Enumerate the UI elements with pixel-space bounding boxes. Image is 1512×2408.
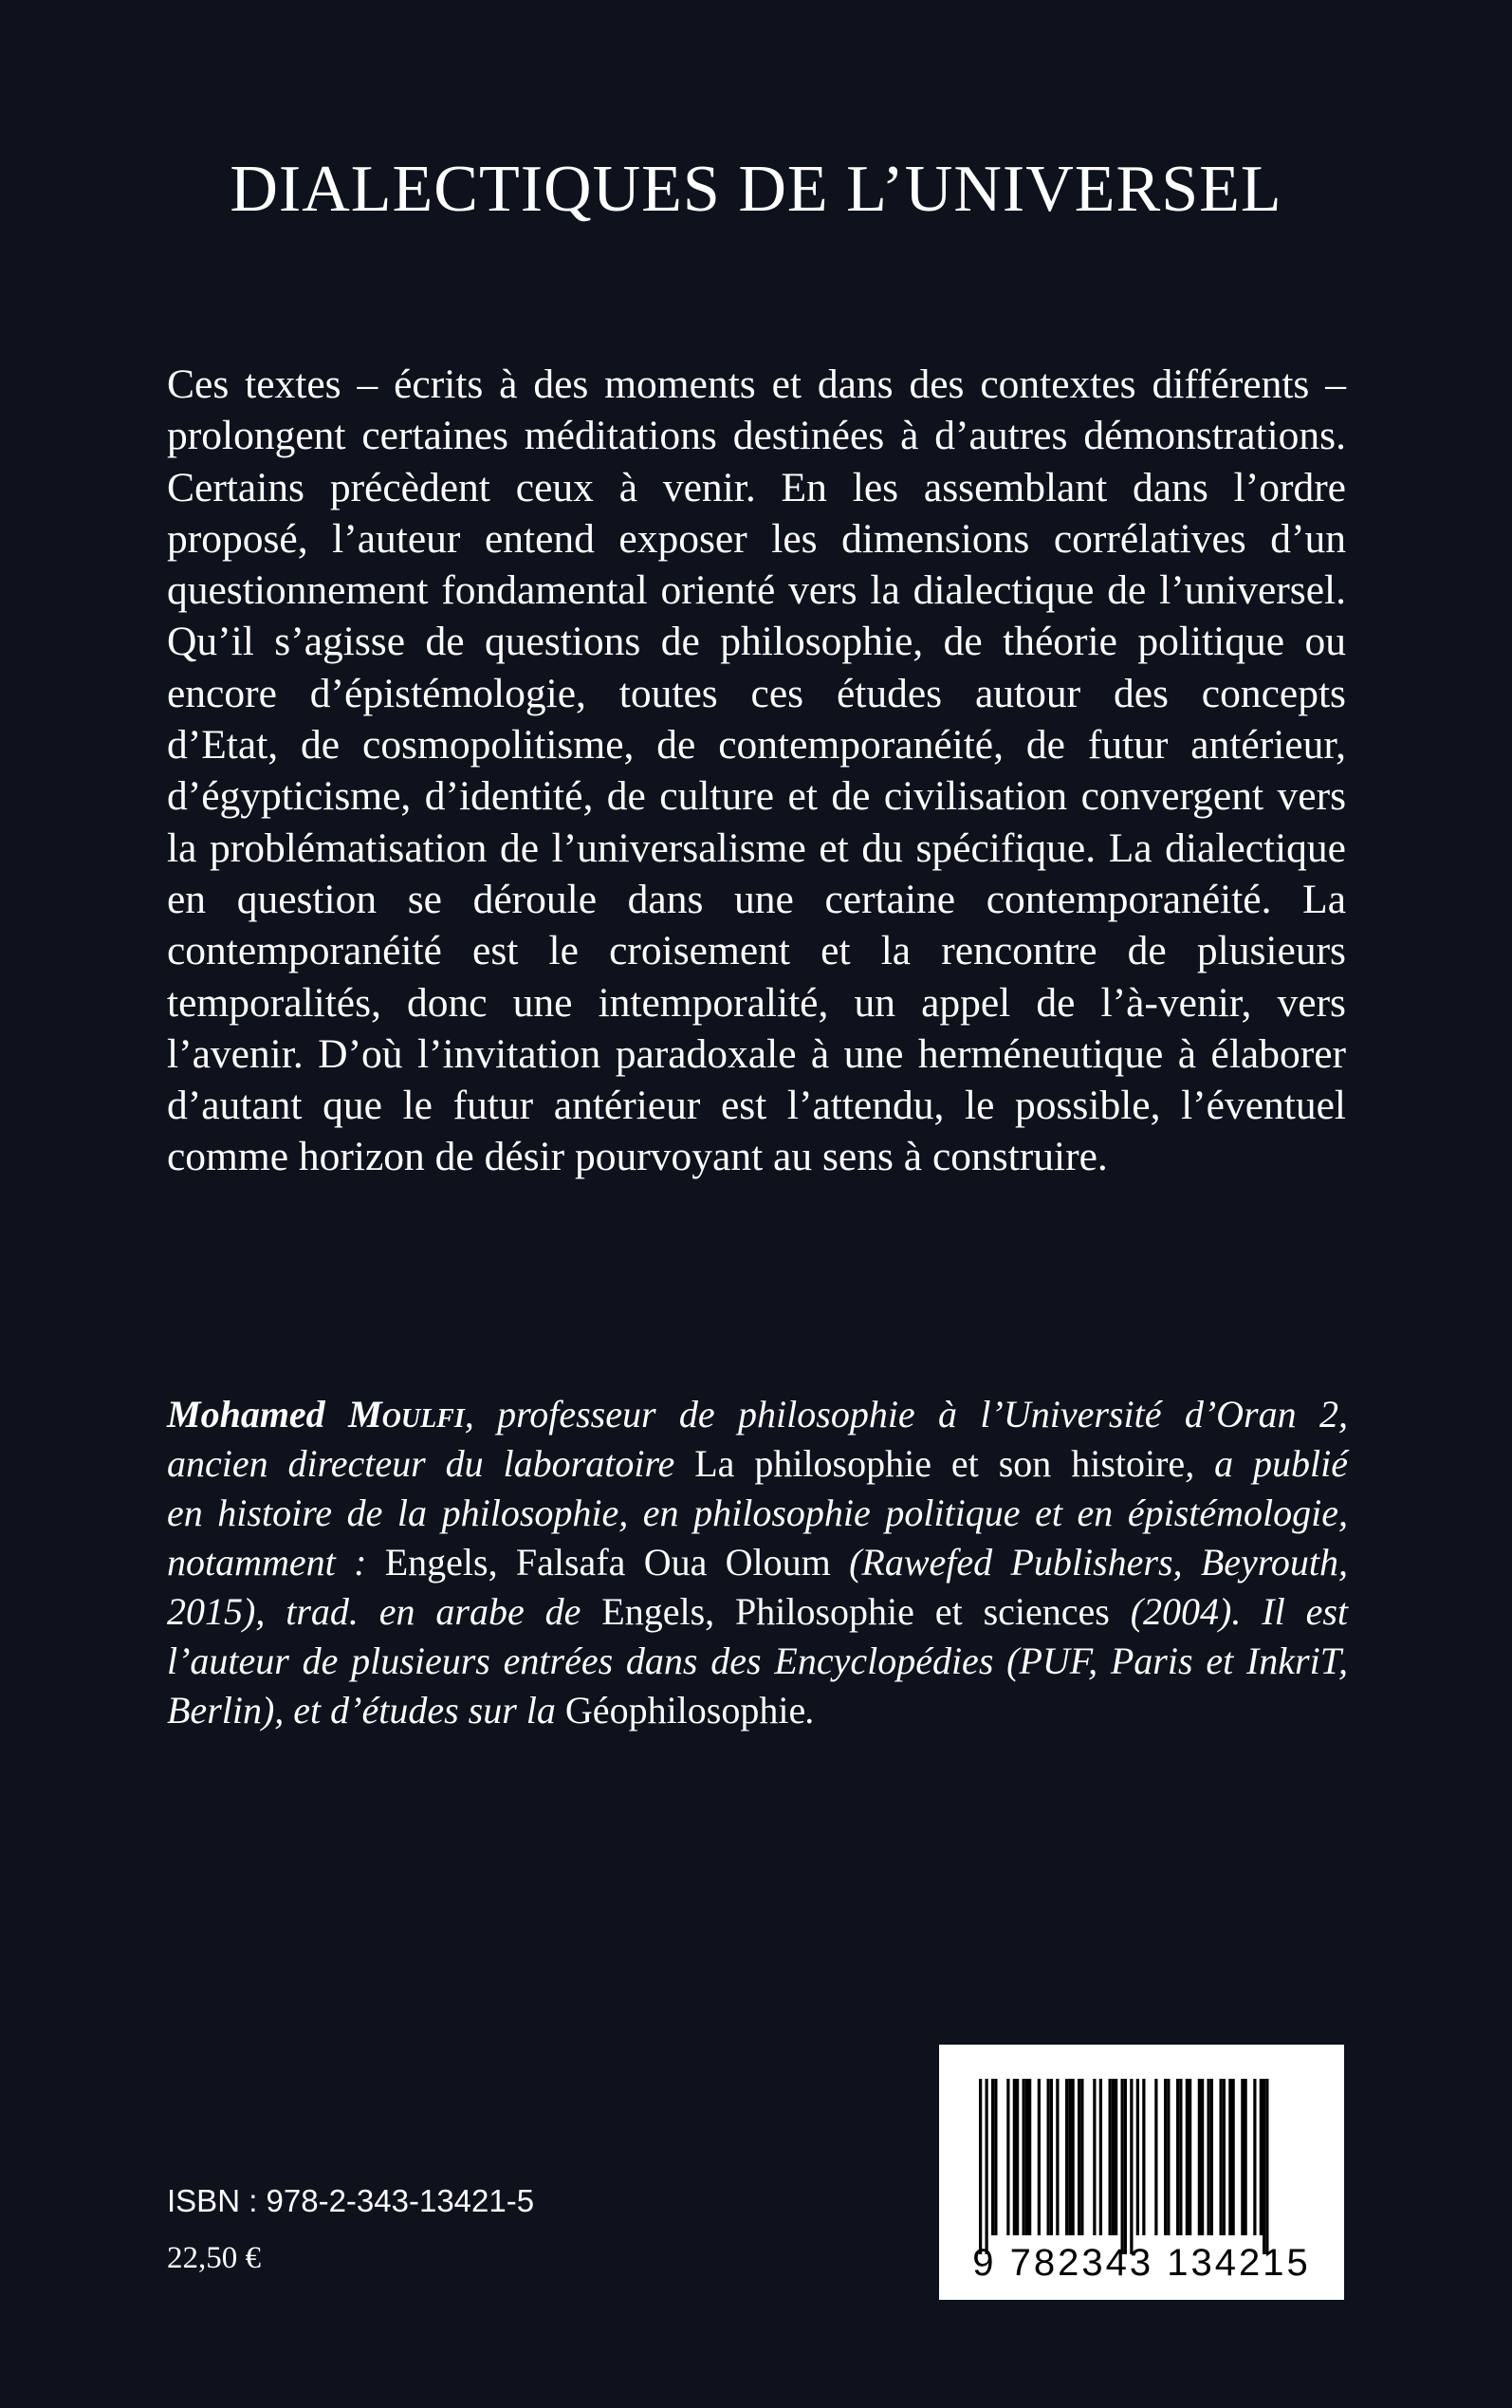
bio-text: . bbox=[805, 1689, 816, 1732]
bio-text: notamment : bbox=[167, 1541, 367, 1584]
barcode-bar bbox=[1245, 2079, 1247, 2235]
bio-text: , a publié bbox=[1185, 1442, 1349, 1485]
blurb-line: d’Etat, de cosmopolitisme, de contemporanéité, de futur antérieur, bbox=[167, 722, 1346, 769]
barcode-bar bbox=[1093, 2079, 1096, 2235]
blurb-line: encore d’épistémologie, toutes ces études autour des concepts bbox=[167, 670, 1346, 716]
barcode-bar bbox=[1164, 2079, 1167, 2235]
author-bio bbox=[167, 1390, 1348, 1735]
barcode-bar bbox=[1050, 2079, 1053, 2235]
barcode-bar bbox=[1023, 2079, 1025, 2235]
blurb-line: d’égypticisme, d’identité, de culture et de civilisation convergent vers bbox=[167, 773, 1346, 820]
bio-text: (2004). Il est bbox=[1130, 1590, 1348, 1633]
barcode-bar bbox=[1121, 2079, 1124, 2254]
bio-line bbox=[167, 1637, 1348, 1686]
barcode-bar bbox=[1068, 2079, 1071, 2235]
price-text: 22,50 € bbox=[167, 2241, 261, 2275]
barcode-bar bbox=[1047, 2079, 1050, 2235]
barcode-bar bbox=[1115, 2079, 1117, 2235]
bio-line bbox=[167, 1390, 1348, 1439]
barcode-bar bbox=[1038, 2079, 1041, 2235]
bio-line bbox=[167, 1439, 1348, 1489]
book-title: DIALECTIQUES DE L’UNIVERSEL bbox=[230, 153, 1282, 226]
bio-line bbox=[167, 1489, 1348, 1538]
barcode-bar bbox=[1025, 2079, 1028, 2235]
barcode-bar bbox=[1112, 2079, 1115, 2235]
bio-text: l’auteur de plusieurs entrées dans des Encyclopédies (PUF, Paris et InkriT, bbox=[167, 1639, 1348, 1682]
bio-line bbox=[167, 1587, 1348, 1637]
barcode-bar bbox=[1232, 2079, 1235, 2235]
blurb-line: en question se déroule dans une certaine contemporanéité. La bbox=[167, 876, 1346, 922]
barcode-bar bbox=[1210, 2079, 1213, 2235]
barcode-bar bbox=[1142, 2079, 1145, 2235]
blurb-line: temporalités, donc une intemporalité, un appel de l’à-venir, vers bbox=[167, 979, 1346, 1026]
barcode-bar bbox=[1179, 2079, 1182, 2235]
barcode bbox=[939, 2045, 1344, 2300]
barcode-bar bbox=[1006, 2079, 1009, 2235]
isbn-text: ISBN : 978-2-343-13421-5 bbox=[167, 2183, 535, 2218]
barcode-bar bbox=[991, 2079, 994, 2235]
barcode-bar bbox=[1176, 2079, 1179, 2235]
blurb-line: Ces textes – écrits à des moments et dans des contextes différents – bbox=[167, 361, 1346, 407]
barcode-bar bbox=[1078, 2079, 1080, 2235]
barcode-bar bbox=[1223, 2079, 1226, 2235]
barcode-bar bbox=[1208, 2079, 1210, 2235]
barcode-bar bbox=[1056, 2079, 1059, 2235]
blurb-line: Qu’il s’agisse de questions de philosophie, de théorie politique ou bbox=[167, 619, 1346, 665]
barcode-bar bbox=[1253, 2079, 1256, 2235]
blurb-line: comme horizon de désir pourvoyant au sens à construire. bbox=[167, 1134, 1108, 1180]
barcode-bar bbox=[1124, 2079, 1127, 2254]
barcode-bar bbox=[1263, 2079, 1265, 2254]
barcode-bar bbox=[1241, 2079, 1244, 2235]
blurb-text bbox=[167, 359, 1346, 1183]
barcode-bar bbox=[1186, 2079, 1189, 2235]
bio-work-title: Géophilosophie bbox=[564, 1689, 806, 1732]
bio-work-title: Engels, Falsafa Oua Oloum bbox=[384, 1541, 831, 1584]
barcode-digits: 9 782343 134215 bbox=[972, 2242, 1311, 2284]
bio-work-title: Engels, Philosophie et sciences bbox=[601, 1590, 1110, 1633]
barcode-bar bbox=[1013, 2079, 1016, 2235]
bio-text: 2015), trad. en arabe de bbox=[167, 1590, 581, 1633]
barcode-bar bbox=[1220, 2079, 1223, 2235]
barcode-bar bbox=[1265, 2079, 1268, 2254]
barcode-bar bbox=[1065, 2079, 1068, 2235]
bio-text: en histoire de la philosophie, en philosophie politique et en épistémologie, bbox=[167, 1491, 1348, 1534]
barcode-bar bbox=[994, 2079, 997, 2235]
blurb-line: prolongent certaines méditations destinées à d’autres démonstrations. bbox=[167, 413, 1346, 459]
blurb-line: d’autant que le futur antérieur est l’attendu, le possible, l’éventuel bbox=[167, 1083, 1346, 1129]
barcode-bar bbox=[1080, 2079, 1083, 2235]
bio-text: Berlin), et d’études sur la bbox=[167, 1689, 556, 1732]
barcode-bar bbox=[979, 2079, 982, 2254]
barcode-bar bbox=[1109, 2079, 1112, 2235]
bio-work-title: La philosophie et son histoire bbox=[694, 1442, 1186, 1485]
blurb-line: contemporanéité est le croisement et la rencontre de plusieurs bbox=[167, 928, 1346, 974]
barcode-bar bbox=[1154, 2079, 1157, 2235]
blurb-line: questionnement fondamental orienté vers la dialectique de l’universel. bbox=[167, 567, 1346, 614]
barcode-bar bbox=[1099, 2079, 1102, 2235]
blurb-line: Certains précèdent ceux à venir. En les assemblant dans l’ordre bbox=[167, 464, 1346, 510]
barcode-bar bbox=[1136, 2079, 1139, 2235]
blurb-line: proposé, l’auteur entend exposer les dimensions corrélatives d’un bbox=[167, 515, 1346, 562]
barcode-bar bbox=[1072, 2079, 1075, 2235]
blurb-line: l’avenir. D’où l’invitation paradoxale à une herméneutique à élaborer bbox=[167, 1030, 1346, 1077]
barcode-bar bbox=[1201, 2079, 1204, 2235]
barcode-bar bbox=[1260, 2079, 1263, 2235]
bio-text: (Rawefed Publishers, Beyrouth, bbox=[849, 1541, 1348, 1584]
author-last-name: Moulfi bbox=[348, 1393, 465, 1436]
bio-line bbox=[167, 1538, 1348, 1587]
barcode-bar bbox=[1130, 2079, 1133, 2254]
barcode-bar bbox=[1028, 2079, 1031, 2235]
bio-text: ancien directeur du laboratoire bbox=[167, 1442, 675, 1485]
barcode-bar bbox=[1228, 2079, 1231, 2235]
barcode-bar bbox=[1016, 2079, 1019, 2235]
barcode-bar bbox=[1198, 2079, 1201, 2235]
barcode-bar bbox=[1167, 2079, 1170, 2235]
barcode-bar bbox=[1189, 2079, 1191, 2235]
blurb-line: la problématisation de l’universalisme et du spécifique. La dialectique bbox=[167, 824, 1346, 871]
author-first-name: Mohamed bbox=[167, 1393, 325, 1436]
barcode-bar bbox=[986, 2079, 988, 2254]
bio-text: , professeur de philosophie à l’Université d’Oran 2, bbox=[464, 1393, 1348, 1436]
bio-line bbox=[167, 1686, 1348, 1735]
